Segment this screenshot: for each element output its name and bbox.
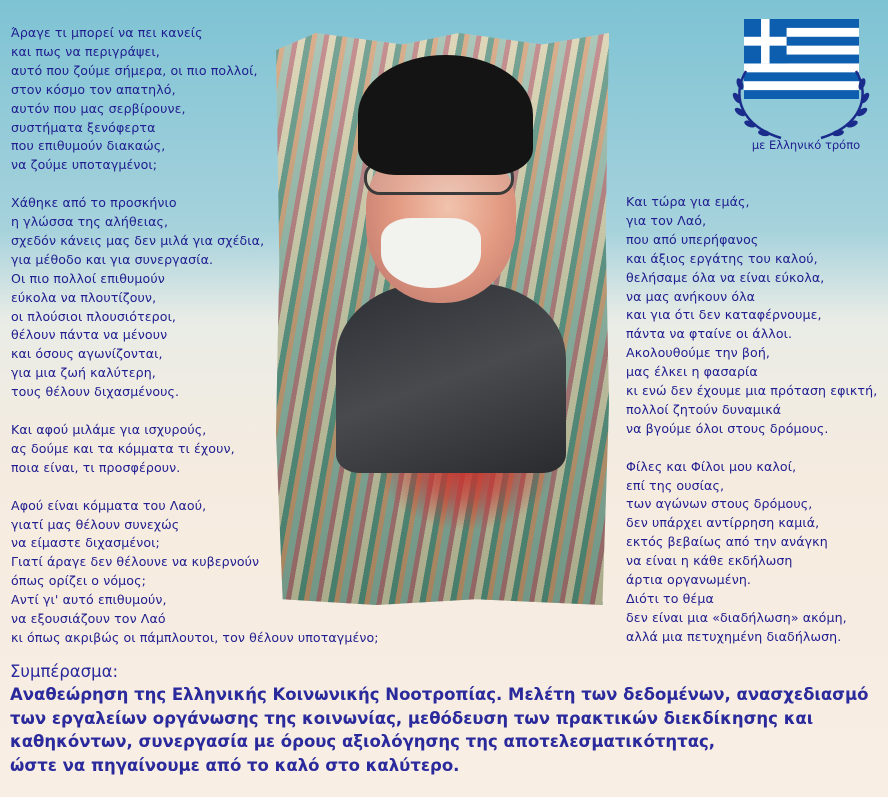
conclusion-title: Συμπέρασμα: bbox=[10, 662, 119, 681]
conclusion-block bbox=[10, 660, 880, 777]
poem-line: να εξουσιάζουν τον Λαό bbox=[11, 611, 166, 627]
poem-line: και άξιος εργάτης του καλού, bbox=[626, 250, 818, 266]
poem-line: δεν υπάρχει αντίρρηση καμιά, bbox=[626, 515, 820, 531]
poem-line: για μια ζωή καλύτερη, bbox=[11, 365, 156, 381]
poem-line: οι πλούσιοι πλουσιότεροι, bbox=[11, 308, 177, 324]
poem-line: γιατί μας θέλουν συνεχώς bbox=[11, 516, 180, 532]
poem-line: ποια είναι, τι προσφέρουν. bbox=[11, 459, 181, 475]
poem-line: όπως ορίζει ο νόμος; bbox=[11, 573, 146, 589]
conclusion-line: ώστε να πηγαίνουμε από το καλό στο καλύτερο. bbox=[10, 755, 460, 775]
poem-line: αλλά μια πετυχημένη διαδήλωση. bbox=[626, 628, 842, 644]
poem-line: Αφού είναι κόμματα του Λαού, bbox=[11, 497, 207, 513]
poem-line: που από υπερήφανος bbox=[626, 231, 759, 247]
portrait-cap bbox=[358, 55, 533, 175]
poem-line: για μέθοδο και για συνεργασία. bbox=[11, 251, 214, 267]
poem-line: αυτό που ζούμε σήμερα, οι πιο πολλοί, bbox=[11, 62, 258, 78]
poem-line: των αγώνων στους δρόμους, bbox=[626, 496, 813, 512]
poem-line: αυτόν που μας σερβίρουνε, bbox=[11, 100, 186, 116]
conclusion-line: των εργαλείων οργάνωσης της κοινωνίας, μεθόδευση των πρακτικών διεκδίκησης και bbox=[10, 708, 814, 728]
poem-line: θέλουν πάντα να μένουν bbox=[11, 327, 168, 343]
poem-line: και πως να περιγράψει, bbox=[11, 43, 160, 59]
poem-line: Γιατί άραγε δεν θέλουνε να κυβερνούν bbox=[11, 554, 260, 570]
stanza-gap bbox=[626, 439, 877, 458]
poem-line: επί της ουσίας, bbox=[626, 477, 725, 493]
conclusion-line: Αναθεώρηση της Ελληνικής Κοινωνικής Νοοτροπίας. Μελέτη των δεδομένων, ανασχεδιασμό bbox=[10, 685, 869, 705]
poem-line: Ακολουθούμε την βοή, bbox=[626, 345, 771, 361]
poem-line: Άραγε τι μπορεί να πει κανείς bbox=[11, 25, 203, 40]
poem-line: κι ενώ δεν έχουμε μια πρόταση εφικτή, bbox=[626, 383, 878, 399]
poem-line: Χάθηκε από το προσκήνιο bbox=[11, 195, 177, 211]
poem-right-column bbox=[626, 193, 877, 647]
poem-line: τους θέλουν διχασμένους. bbox=[11, 384, 180, 400]
poem-line: πολλοί ζητούν δυναμικά bbox=[626, 401, 782, 417]
poem-line: Και τώρα για εμάς, bbox=[626, 194, 750, 209]
poem-line: πάντα να φταίνε οι άλλοι. bbox=[626, 326, 793, 342]
conclusion-line: καθηκόντων, συνεργασία με όρους αξιολόγησης της αποτελεσματικότητας, bbox=[10, 732, 716, 752]
poem-line: ας δούμε και τα κόμματα τι έχουν, bbox=[11, 440, 235, 456]
poem-line: συστήματα ξενόφερτα bbox=[11, 119, 156, 135]
poem-line: να είμαστε διχασμένοι; bbox=[11, 535, 160, 551]
poem-line: να ζούμε υποταγμένοι; bbox=[11, 157, 158, 173]
poem-line: για τον Λαό, bbox=[626, 212, 707, 228]
portrait-coat bbox=[336, 283, 566, 473]
poem-line: Διότι το θέμα bbox=[626, 591, 714, 607]
poem-line: να είναι η κάθε εκδήλωση bbox=[626, 553, 793, 569]
poem-line: στον κόσμο τον απατηλό, bbox=[11, 81, 176, 97]
poem-line: άρτια οργανωμένη. bbox=[626, 572, 752, 588]
poem-line: μας έλκει η φασαρία bbox=[626, 364, 758, 380]
motto-text: με Ελληνικό τρόπο bbox=[751, 138, 861, 152]
poem-line: να βγούμε όλοι στους δρόμους. bbox=[626, 420, 829, 436]
poem-line: θελήσαμε όλα να είναι εύκολα, bbox=[626, 269, 825, 285]
poem-line: η γλώσσα της αλήθειας, bbox=[11, 214, 169, 230]
portrait-image bbox=[276, 33, 609, 605]
poem-line: Φίλες και Φίλοι μου καλοί, bbox=[626, 458, 797, 474]
poem-line: και όσους αγωνίζονται, bbox=[11, 346, 163, 362]
poem-line: να μας ανήκουν όλα bbox=[626, 288, 756, 304]
poem-line: εκτός βεβαίως από την ανάγκη bbox=[626, 534, 828, 550]
poem-line: και για ότι δεν καταφέρνουμε, bbox=[626, 307, 822, 323]
poem-line: Και αφού μιλάμε για ισχυρούς, bbox=[11, 422, 207, 437]
poem-line: εύκολα να πλουτίζουν, bbox=[11, 289, 157, 305]
poem-line: Οι πιο πολλοί επιθυμούν bbox=[11, 270, 165, 286]
poem-line: που επιθυμούν διακαώς, bbox=[11, 138, 166, 154]
laurel-wreath-icon bbox=[726, 66, 876, 144]
poem-line: σχεδόν κάνεις μας δεν μιλά για σχέδια, bbox=[11, 232, 265, 248]
poem-line: κι όπως ακριβώς οι πάμπλουτοι, τον θέλουν υποταγμένο; bbox=[11, 629, 379, 645]
poem-line: Αντί γι' αυτό επιθυμούν, bbox=[11, 592, 167, 608]
portrait-beard bbox=[381, 218, 481, 288]
poem-line: δεν είναι μια «διαδήλωση» ακόμη, bbox=[626, 609, 847, 625]
